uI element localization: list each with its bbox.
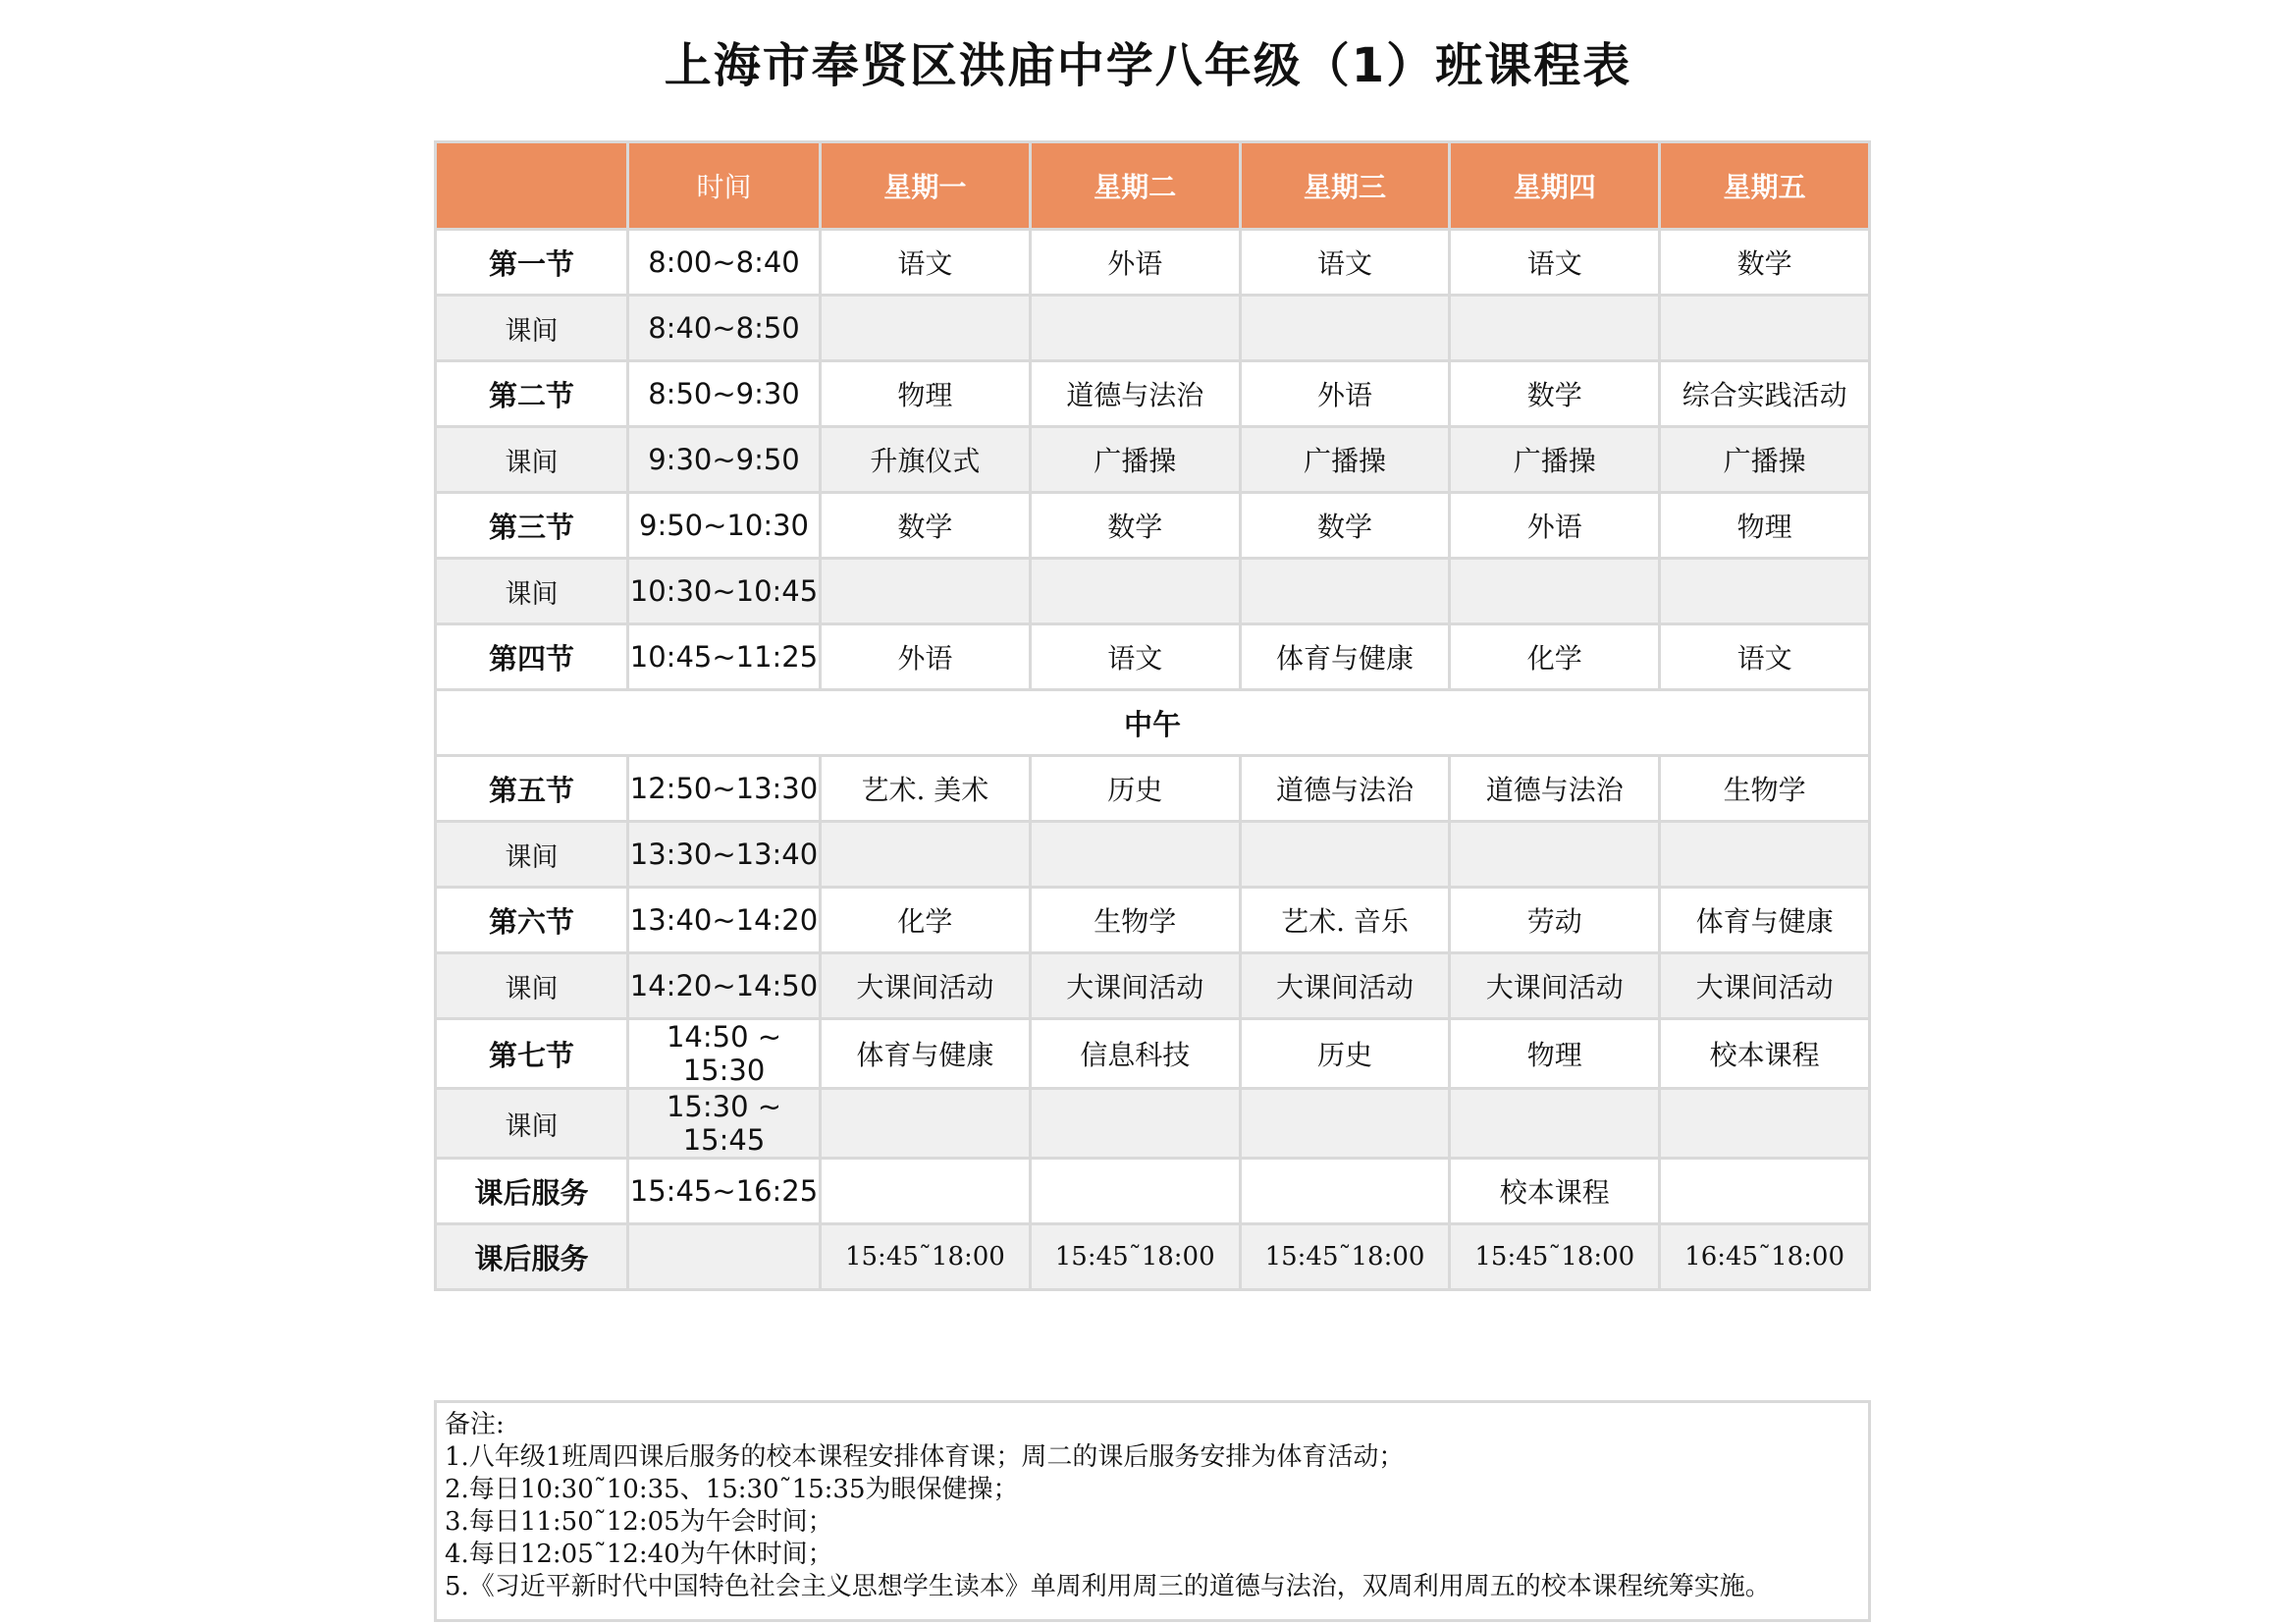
subject-cell: 语文 [821, 230, 1031, 296]
header-blank-cell [436, 142, 628, 230]
period-time: 9:50~10:30 [628, 493, 821, 559]
subject-cell [1240, 1159, 1450, 1224]
subject-cell: 大课间活动 [821, 953, 1031, 1019]
subject-cell [1240, 1089, 1450, 1159]
break-label: 课间 [436, 427, 628, 493]
subject-cell: 体育与健康 [821, 1019, 1031, 1089]
header-day-fri: 星期五 [1660, 142, 1870, 230]
subject-cell [1660, 296, 1870, 361]
service-time-cell: 15:45˜18:00 [1030, 1224, 1240, 1290]
table-row [436, 1019, 1870, 1089]
note-line: 3.每日11:50˜12:05为午会时间； [445, 1507, 833, 1537]
subject-cell: 化学 [821, 888, 1031, 953]
subject-cell: 数学 [1240, 493, 1450, 559]
table-row [436, 361, 1870, 427]
period-label: 第七节 [436, 1019, 628, 1089]
subject-cell: 道德与法治 [1240, 756, 1450, 822]
table-row [436, 427, 1870, 493]
subject-cell: 升旗仪式 [821, 427, 1031, 493]
table-row [436, 296, 1870, 361]
period-label: 课后服务 [436, 1224, 628, 1290]
subject-cell [1030, 1159, 1240, 1224]
period-label: 第一节 [436, 230, 628, 296]
header-day-mon: 星期一 [821, 142, 1031, 230]
period-time: 14:20~14:50 [628, 953, 821, 1019]
service-time-cell: 15:45˜18:00 [1240, 1224, 1450, 1290]
period-label: 第四节 [436, 624, 628, 690]
table-row [436, 822, 1870, 888]
subject-cell: 信息科技 [1030, 1019, 1240, 1089]
subject-cell: 大课间活动 [1450, 953, 1660, 1019]
subject-cell: 物理 [821, 361, 1031, 427]
period-time: 15:30 ~ 15:45 [628, 1089, 821, 1159]
subject-cell [821, 1089, 1031, 1159]
subject-cell [1450, 559, 1660, 624]
subject-cell: 物理 [1660, 493, 1870, 559]
subject-cell: 广播操 [1660, 427, 1870, 493]
period-label: 第三节 [436, 493, 628, 559]
subject-cell [821, 822, 1031, 888]
table-row [436, 888, 1870, 953]
header-day-wed: 星期三 [1240, 142, 1450, 230]
subject-cell: 道德与法治 [1030, 361, 1240, 427]
subject-cell [821, 296, 1031, 361]
subject-cell: 体育与健康 [1660, 888, 1870, 953]
table-row [436, 230, 1870, 296]
header-time: 时间 [628, 142, 821, 230]
subject-cell: 历史 [1030, 756, 1240, 822]
subject-cell: 语文 [1660, 624, 1870, 690]
header-day-tue: 星期二 [1030, 142, 1240, 230]
subject-cell: 语文 [1240, 230, 1450, 296]
noon-label: 中午 [436, 690, 1870, 756]
service-time-cell: 15:45˜18:00 [1450, 1224, 1660, 1290]
subject-cell: 综合实践活动 [1660, 361, 1870, 427]
table-row [436, 493, 1870, 559]
header-day-thu: 星期四 [1450, 142, 1660, 230]
period-label: 第六节 [436, 888, 628, 953]
service-time-cell: 16:45˜18:00 [1660, 1224, 1870, 1290]
subject-cell [1240, 822, 1450, 888]
period-label: 课后服务 [436, 1159, 628, 1224]
table-row [436, 953, 1870, 1019]
subject-cell [1450, 296, 1660, 361]
subject-cell: 校本课程 [1450, 1159, 1660, 1224]
break-label: 课间 [436, 559, 628, 624]
table-row [436, 559, 1870, 624]
subject-cell [1240, 559, 1450, 624]
period-time: 14:50 ~ 15:30 [628, 1019, 821, 1089]
break-label: 课间 [436, 296, 628, 361]
subject-cell: 外语 [1240, 361, 1450, 427]
page-title: 上海市奉贤区洪庙中学八年级（1）班课程表 [664, 38, 1632, 93]
period-time: 13:40~14:20 [628, 888, 821, 953]
subject-cell [1660, 559, 1870, 624]
subject-cell: 广播操 [1240, 427, 1450, 493]
subject-cell: 数学 [821, 493, 1031, 559]
period-time [628, 1224, 821, 1290]
subject-cell: 外语 [821, 624, 1031, 690]
break-label: 课间 [436, 1089, 628, 1159]
period-time: 9:30~9:50 [628, 427, 821, 493]
subject-cell: 劳动 [1450, 888, 1660, 953]
note-line: 1.八年级1班周四课后服务的校本课程安排体育课；周二的课后服务安排为体育活动； [445, 1442, 1405, 1472]
header-row [436, 142, 1870, 230]
period-label: 第五节 [436, 756, 628, 822]
subject-cell: 生物学 [1030, 888, 1240, 953]
subject-cell: 历史 [1240, 1019, 1450, 1089]
subject-cell: 外语 [1450, 493, 1660, 559]
period-time: 8:40~8:50 [628, 296, 821, 361]
subject-cell: 广播操 [1030, 427, 1240, 493]
subject-cell: 道德与法治 [1450, 756, 1660, 822]
service-time-cell: 15:45˜18:00 [821, 1224, 1031, 1290]
break-label: 课间 [436, 953, 628, 1019]
subject-cell: 大课间活动 [1660, 953, 1870, 1019]
schedule-table [434, 140, 1871, 1291]
subject-cell: 化学 [1450, 624, 1660, 690]
notes-heading: 备注: [445, 1410, 505, 1439]
subject-cell [1240, 296, 1450, 361]
subject-cell: 数学 [1030, 493, 1240, 559]
note-line: 4.每日12:05˜12:40为午休时间； [445, 1540, 833, 1569]
subject-cell: 数学 [1660, 230, 1870, 296]
period-time: 10:45~11:25 [628, 624, 821, 690]
subject-cell [1660, 1159, 1870, 1224]
note-line: 5.《习近平新时代中国特色社会主义思想学生读本》单周利用周三的道德与法治，双周利用周五的校本课程统筹实施。 [445, 1572, 1771, 1601]
period-time: 12:50~13:30 [628, 756, 821, 822]
period-time: 13:30~13:40 [628, 822, 821, 888]
subject-cell [1030, 296, 1240, 361]
subject-cell: 数学 [1450, 361, 1660, 427]
period-time: 8:50~9:30 [628, 361, 821, 427]
period-time: 15:45~16:25 [628, 1159, 821, 1224]
subject-cell [1660, 1089, 1870, 1159]
period-time: 8:00~8:40 [628, 230, 821, 296]
subject-cell: 校本课程 [1660, 1019, 1870, 1089]
note-line: 2.每日10:30˜10:35、15:30˜15:35为眼保健操； [445, 1475, 1019, 1504]
notes-box [434, 1400, 1871, 1622]
subject-cell: 体育与健康 [1240, 624, 1450, 690]
noon-row [436, 690, 1870, 756]
subject-cell [1660, 822, 1870, 888]
table-row [436, 1224, 1870, 1290]
subject-cell [1450, 822, 1660, 888]
subject-cell: 语文 [1450, 230, 1660, 296]
period-label: 第二节 [436, 361, 628, 427]
subject-cell [1030, 822, 1240, 888]
subject-cell: 艺术. 美术 [821, 756, 1031, 822]
subject-cell [1030, 1089, 1240, 1159]
subject-cell [821, 559, 1031, 624]
subject-cell: 艺术. 音乐 [1240, 888, 1450, 953]
subject-cell [1030, 559, 1240, 624]
subject-cell: 生物学 [1660, 756, 1870, 822]
period-time: 10:30~10:45 [628, 559, 821, 624]
break-label: 课间 [436, 822, 628, 888]
subject-cell: 语文 [1030, 624, 1240, 690]
table-row [436, 1159, 1870, 1224]
subject-cell: 大课间活动 [1240, 953, 1450, 1019]
table-row [436, 624, 1870, 690]
subject-cell [821, 1159, 1031, 1224]
subject-cell: 物理 [1450, 1019, 1660, 1089]
subject-cell: 外语 [1030, 230, 1240, 296]
table-row [436, 1089, 1870, 1159]
subject-cell: 广播操 [1450, 427, 1660, 493]
subject-cell [1450, 1089, 1660, 1159]
subject-cell: 大课间活动 [1030, 953, 1240, 1019]
table-row [436, 756, 1870, 822]
